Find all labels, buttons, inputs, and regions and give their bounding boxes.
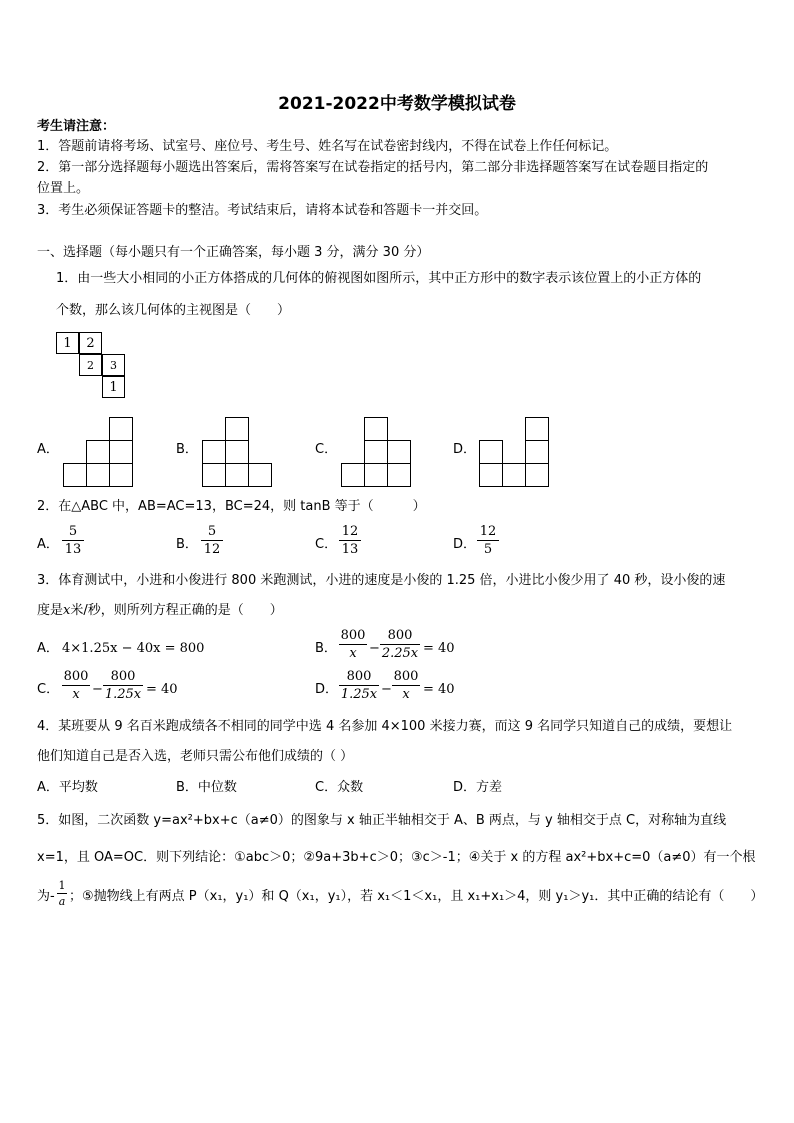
q3-option-d-rhs: = 40	[423, 682, 455, 697]
q4-option-d: D．方差	[453, 780, 503, 795]
q1-option-d-label: D．	[453, 442, 477, 457]
q4-option-c: C．众数	[315, 780, 364, 795]
q5-stem-line3-a: 为-	[37, 889, 55, 904]
q3-option-b-fraction-1	[339, 628, 367, 661]
numerator: 800	[63, 669, 89, 684]
denominator: 2.25x	[381, 646, 419, 661]
q2-option-c-fraction	[339, 524, 361, 557]
numerator: 12	[341, 524, 359, 539]
q4-option-a: A．平均数	[37, 780, 98, 795]
q1-option-d-figure	[479, 417, 551, 487]
q3-option-c-operator: −	[92, 682, 103, 697]
q5-stem-line3-b: ；⑤抛物线上有两点 P（x₁，y₁）和 Q（x₁，y₁），若 x₁＜1＜x₁，且 x₁+x₁＞4，则 y₁＞y₁．其中正确的结论有（ ）	[69, 889, 764, 904]
denominator: 5	[483, 542, 493, 557]
denominator: x	[72, 687, 80, 702]
q3-option-c-rhs: = 40	[146, 682, 178, 697]
q4-stem-line2: 他们知道自己是否入选，老师只需公布他们成绩的（ ）	[37, 749, 354, 764]
numerator: 800	[346, 669, 372, 684]
q5-stem-line2: x=1，且 OA=OC．则下列结论：①abc＞0；②9a+3b+c＞0；③c＞-1；④关于 x 的方程 ax²+bx+c=0（a≠0）有一个根	[37, 850, 756, 865]
q3-option-b-label: B．	[315, 641, 337, 656]
q3-option-d-label: D．	[315, 682, 339, 697]
q3-option-d-fraction-1	[339, 669, 379, 702]
denominator: 1.25x	[340, 687, 378, 702]
q1-stem-line2: 个数，那么该几何体的主视图是（ ）	[56, 303, 291, 318]
q3-option-b-operator: −	[369, 641, 380, 656]
numerator: 5	[207, 524, 217, 539]
page-title: 2021-2022中考数学模拟试卷	[278, 94, 516, 114]
denominator: 12	[203, 542, 221, 557]
numerator: 800	[340, 628, 366, 643]
q2-option-b-label: B．	[176, 537, 198, 552]
q1-option-a-label: A．	[37, 442, 59, 457]
q1-option-c-figure	[341, 417, 413, 487]
denominator: 1.25x	[104, 687, 142, 702]
q5-stem-line1: 5．如图，二次函数 y=ax²+bx+c（a≠0）的图象与 x 轴正半轴相交于 A、B 两点，与 y 轴相交于点 C，对称轴为直线	[37, 813, 727, 828]
q4-option-b: B．中位数	[176, 780, 237, 795]
notice-item-2: 2．第一部分选择题每小题选出答案后，需将答案写在试卷指定的括号内，第二部分非选择题答案写在试卷题目指定的	[37, 160, 709, 175]
q3-variable: x	[63, 603, 71, 618]
denominator: x	[402, 687, 410, 702]
q3-option-c-fraction-1	[62, 669, 90, 702]
q3-option-a-label: A．	[37, 641, 59, 656]
q4-stem-line1: 4．某班要从 9 名百米跑成绩各不相同的同学中选 4 名参加 4×100 米接力赛，而这 9 名同学只知道自己的成绩，要想让	[37, 719, 733, 734]
section-heading: 一、选择题（每小题只有一个正确答案，每小题 3 分，满分 30 分）	[37, 245, 430, 260]
q1-stem-line1: 1．由一些大小相同的小正方体搭成的几何体的俯视图如图所示，其中正方形中的数字表示该位置上的小正方体的	[56, 271, 702, 286]
q3-stem-line2	[37, 602, 283, 620]
notice-item-3: 3．考生必须保证答题卡的整洁。考试结束后，请将本试卷和答题卡一并交回。	[37, 203, 488, 218]
q3-option-c-fraction-2	[103, 669, 143, 702]
numerator: 5	[68, 524, 78, 539]
grid-cell: 1	[102, 376, 125, 398]
q2-option-a-label: A．	[37, 537, 59, 552]
q3-option-a-equation: 4×1.25x − 40x = 800	[62, 641, 205, 656]
numerator: 12	[479, 524, 497, 539]
q2-option-d-label: D．	[453, 537, 477, 552]
q3-stem-line1: 3．体育测试中，小进和小俊进行 800 米跑测试，小进的速度是小俊的 1.25 倍，小进比小俊少用了 40 秒，设小俊的速	[37, 573, 726, 588]
q3-option-d-operator: −	[381, 682, 392, 697]
q2-option-b-fraction	[201, 524, 223, 557]
q2-option-a-fraction	[62, 524, 84, 557]
notice-heading: 考生请注意：	[37, 119, 116, 134]
q2-option-c-label: C．	[315, 537, 338, 552]
denominator: 13	[341, 542, 359, 557]
numerator: 800	[387, 628, 413, 643]
q1-option-c-label: C．	[315, 442, 338, 457]
numerator: 1	[58, 879, 66, 892]
q3-option-c-label: C．	[37, 682, 60, 697]
q5-fraction	[57, 879, 67, 908]
denominator: 13	[64, 542, 82, 557]
denominator: a	[58, 895, 66, 908]
notice-item-1: 1．答题前请将考场、试室号、座位号、考生号、姓名写在试卷密封线内，不得在试卷上作任何标记。	[37, 139, 618, 154]
q1-option-b-figure	[202, 417, 274, 487]
grid-cell: 1	[56, 332, 79, 354]
q3-option-b-fraction-2	[380, 628, 420, 661]
q3-stem-line2-b: 米/秒，则所列方程正确的是（ ）	[70, 603, 283, 618]
numerator: 800	[110, 669, 136, 684]
q2-option-d-fraction	[477, 524, 499, 557]
denominator: x	[349, 646, 357, 661]
numerator: 800	[393, 669, 419, 684]
q3-option-d-fraction-2	[392, 669, 420, 702]
grid-cell: 3	[102, 354, 125, 376]
grid-cell: 2	[79, 332, 102, 354]
q1-option-b-label: B．	[176, 442, 198, 457]
q1-option-a-figure	[63, 417, 135, 487]
notice-item-2-cont: 位置上。	[37, 181, 90, 196]
q3-option-b-rhs: = 40	[423, 641, 455, 656]
grid-cell: 2	[79, 354, 102, 376]
q3-stem-line2-a: 度是	[37, 603, 64, 618]
q2-stem: 2．在△ABC 中，AB=AC=13，BC=24，则 tanB 等于（ ）	[37, 499, 426, 514]
